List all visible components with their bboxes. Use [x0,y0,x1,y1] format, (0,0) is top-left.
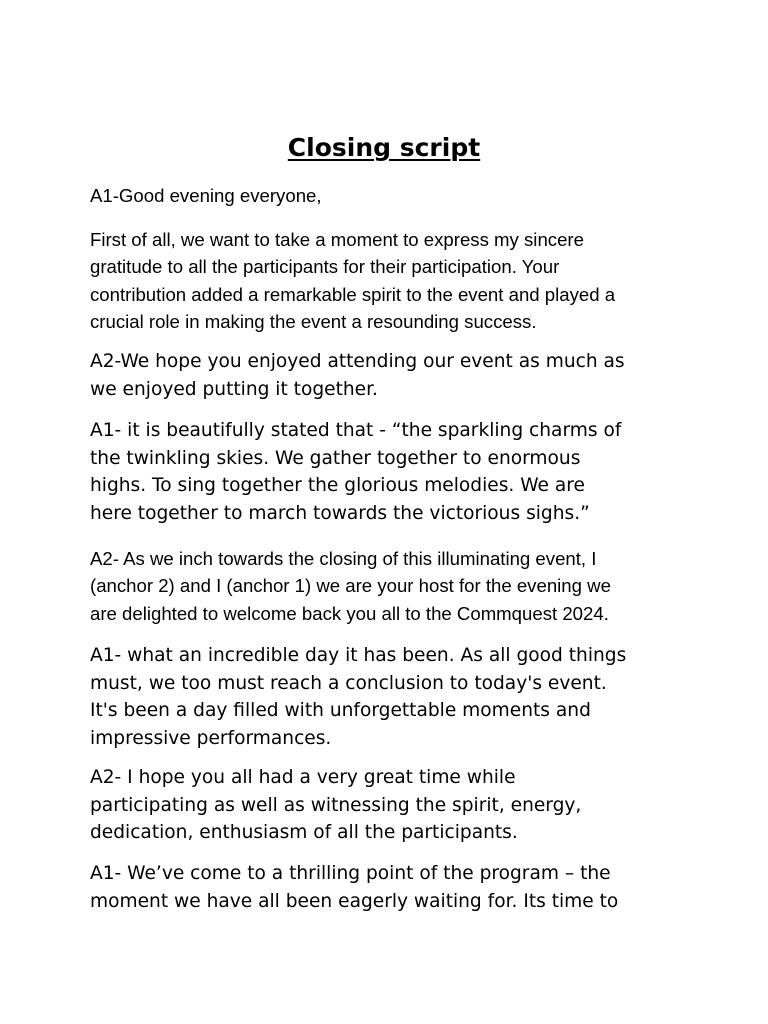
paragraph-a2-enjoyed [90,348,690,403]
paragraph-a1-incredible-day [90,642,690,753]
paragraph-a2-closing [90,545,690,627]
text-line: dedication, enthusiasm of all the participants. [90,822,518,844]
paragraph-a1-thrilling-point [90,860,690,915]
text-line: we enjoyed putting it together. [90,378,378,400]
text-line: participating as well as witnessing the spirit, energy, [90,794,582,816]
text-line: (anchor 2) and I (anchor 1) we are your host for the evening we [90,575,611,597]
text-line: must, we too must reach a conclusion to today's event. [90,672,607,694]
text-line: A1- We’ve come to a thrilling point of the program – the [90,863,611,884]
text-line: crucial role in making the event a resounding success. [90,310,537,332]
text-line: gratitude to all the participants for their participation. Your [90,256,560,278]
paragraph-gratitude [90,226,690,335]
text-line: First of all, we want to take a moment to express my sincere [90,229,584,250]
text-line: are delighted to welcome back you all to the Commquest 2024. [90,602,609,624]
text-line: A2-We hope you enjoyed attending our event as much as [90,351,625,372]
text-line: A1- it is beautifully stated that - “the sparkling charms of [90,420,622,441]
document-title: Closing script [287,133,481,162]
paragraph-greeting [90,182,690,209]
text-line: A1-Good evening everyone, [90,185,322,206]
text-line: A2- As we inch towards the closing of this illuminating event, I [90,548,597,569]
text-line: A1- what an incredible day it has been. As all good things [90,645,627,666]
text-line: highs. To sing together the glorious melodies. We are [90,475,585,497]
text-line: It's been a day filled with unforgettable moments and [90,700,591,722]
text-line: A2- I hope you all had a very great time while [90,767,516,788]
paragraph-a1-quote [90,417,690,528]
text-line: moment we have all been eagerly waiting for. Its time to [90,890,619,912]
text-line: contribution added a remarkable spirit to the event and played a [90,283,616,305]
paragraph-a2-great-time [90,764,690,847]
text-line: impressive performances. [90,728,332,750]
text-line: the twinkling skies. We gather together to enormous [90,447,581,469]
text-line: here together to march towards the victorious sighs.” [90,503,590,525]
